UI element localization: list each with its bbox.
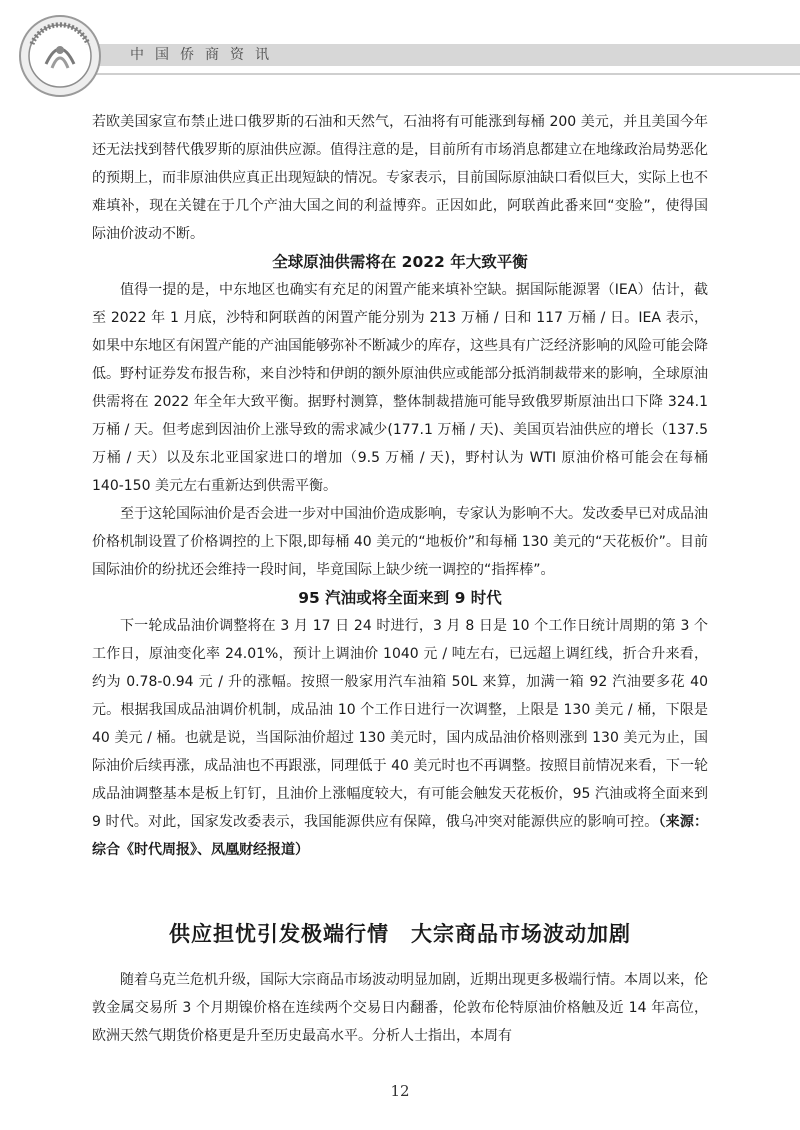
header-divider [60,73,800,75]
article-title: 供应担忧引发极端行情 大宗商品市场波动加剧 [169,922,631,946]
paragraph-text: 下一轮成品油价调整将在 3 月 17 日 24 时进行，3 月 8 日是 10 个工作日统计周期的第 3 个工作日，原油变化率 24.01%，预计上调油价 1040 元 / 吨左右，已远超上调红线，折合升来看，约为 0.78-0.94 元 / 升的涨幅。按照一般家用汽车油箱 50L 来算，加满一箱 92 汽油要多花 40 元。根据我国成品油调价机制，成品油 10 个工作日进行一次调整，上限是 130 美元 / 桶，下限是 40 美元 / 桶。也就是说，当国际油价超过 130 美元时，国内成品油价格则涨到 130 美元为止，国际油价后续再涨，成品油也不再跟涨，同理低于 40 美元时也不再调整。按照目前情况来看，下一轮成品油调整基本是板上钉钉，且油价上涨幅度较大，有可能会触发天花板价，95 汽油或将全面来到 9 时代。对此，国家发改委表示，我国能源供应有保障，俄乌冲突对能源供应的影响可控。 [92,618,708,830]
paragraph: 若欧美国家宣布禁止进口俄罗斯的石油和天然气，石油将有可能涨到每桶 200 美元，并且美国今年还无法找到替代俄罗斯的原油供应源。值得注意的是，目前所有市场消息都建立在地缘政治局势恶化的预期上，而非原油供应真正出现短缺的情况。专家表示，目前国际原油缺口看似巨大，实际上也不难填补，现在关键在于几个产油大国之间的利益博弈。正因如此，阿联酋此番来回“变脸”，使得国际油价波动不断。 [92,114,708,242]
paragraph: 值得一提的是，中东地区也确实有充足的闲置产能来填补空缺。据国际能源署（IEA）估计，截至 2022 年 1 月底，沙特和阿联酋的闲置产能分别为 213 万桶 / 日和 117 万桶 / 日。IEA 表示，如果中东地区有闲置产能的产油国能够弥补不断减少的库存，这些具有广泛经济影响的风险可能会降低。野村证券发布报告称，来自沙特和伊朗的额外原油供应或能部分抵消制裁带来的影响，全球原油供需将在 2022 年全年大致平衡。据野村测算，整体制裁措施可能导致俄罗斯原油出口下降 324.1 万桶 / 天。但考虑到因油价上涨导致的需求减少(177.1 万桶 / 天)、美国页岩油供应的增长（137.5 万桶 / 天）以及东北亚国家进口的增加（9.5 万桶 / 天)，野村认为 WTI 原油价格可能会在每桶 140-150 美元左右重新达到供需平衡。 [92,282,708,494]
header-title: 中国侨商资讯 [130,47,280,63]
article-body-2 [92,966,708,1050]
article-body [92,108,708,864]
page-number: 12 [390,1082,410,1100]
paragraph [92,612,708,864]
paragraph: 随着乌克兰危机升级，国际大宗商品市场波动明显加剧，近期出现更多极端行情。本周以来，伦敦金属交易所 3 个月期镍价格在连续两个交易日内翻番，伦敦布伦特原油价格触及近 14 年高位，欧洲天然气期货价格更是升至历史最高水平。分析人士指出，本周有 [92,972,708,1044]
section-heading: 95 汽油或将全面来到 9 时代 [298,589,502,607]
section-heading: 全球原油供需将在 2022 年大致平衡 [272,253,528,271]
source-note: （来源：综合《时代周报》、凤凰财经报道） [92,814,709,858]
paragraph: 至于这轮国际油价是否会进一步对中国油价造成影响，专家认为影响不大。发改委早已对成品油价格机制设置了价格调控的上下限,即每桶 40 美元的“地板价”和每桶 130 美元的“天花板价”。目前国际油价的纷扰还会维持一段时间，毕竟国际上缺少统一调控的“指挥棒”。 [92,506,708,578]
association-logo [18,14,102,98]
